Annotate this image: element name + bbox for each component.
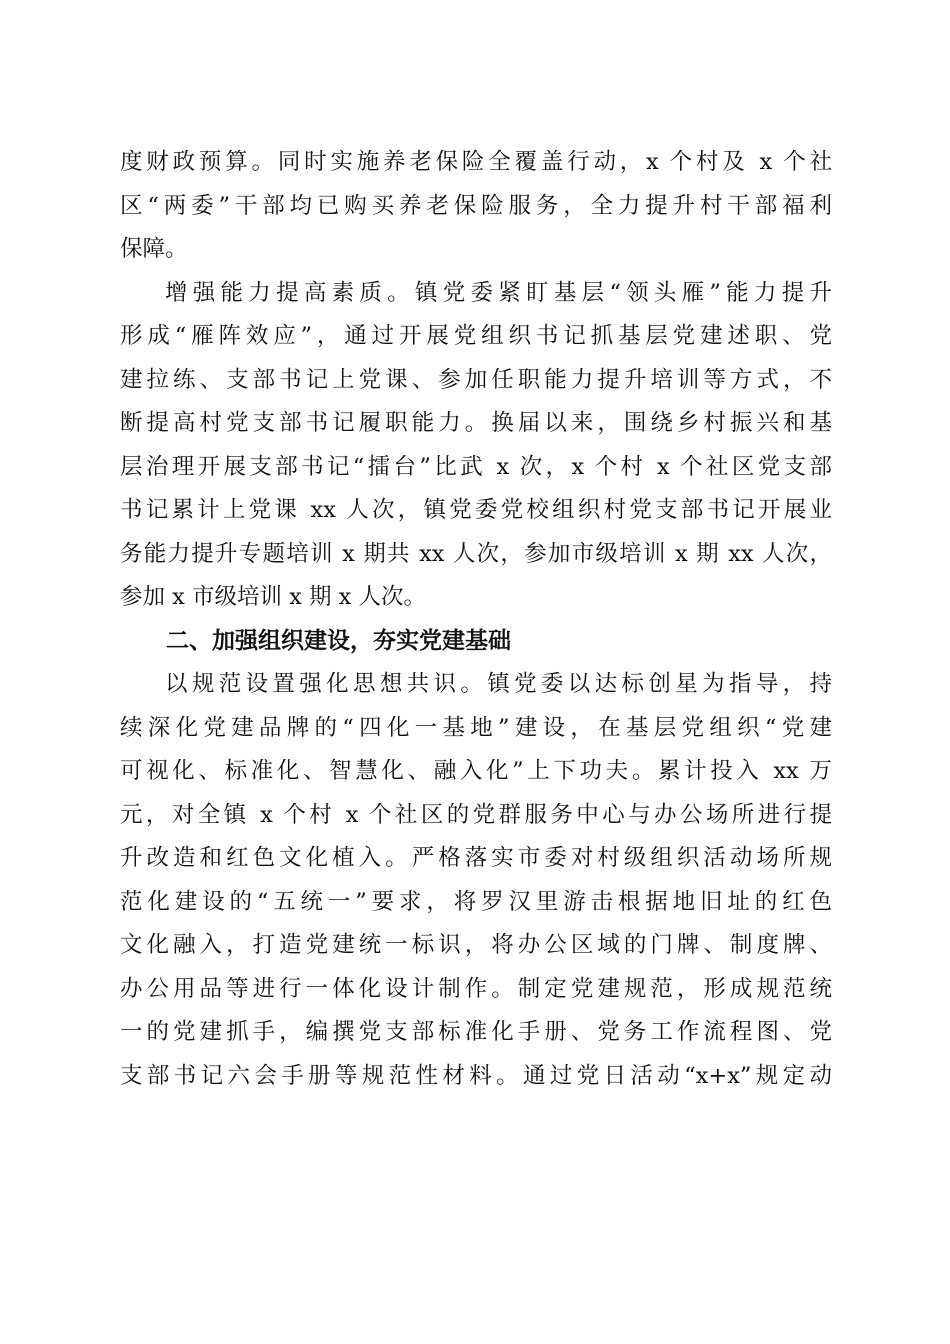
paragraph-line: 范化建设的“五统一”要求，将罗汉里游击根据地旧址的红色 xyxy=(120,888,832,915)
section-heading: 二、加强组织建设，夯实党建基础 xyxy=(166,627,511,654)
paragraph-line: 建拉练、支部书记上党课、参加任职能力提升培训等方式，不 xyxy=(120,366,832,393)
paragraph-line: 参加 x 市级培训 x 期 x 人次。 xyxy=(120,584,426,610)
paragraph-line: 保障。 xyxy=(120,236,188,262)
document-body xyxy=(120,141,832,1098)
paragraph-line: 支部书记六会手册等规范性材料。通过党日活动“x+x”规定动 xyxy=(120,1062,832,1089)
paragraph-line: 层治理开展支部书记“擂台”比武 x 次，x 个村 x 个社区党支部 xyxy=(120,453,832,480)
paragraph-line: 度财政预算。同时实施养老保险全覆盖行动，x 个村及 x 个社 xyxy=(120,149,832,175)
paragraph-line: 务能力提升专题培训 x 期共 xx 人次，参加市级培训 x 期 xx 人次， xyxy=(120,540,832,567)
paragraph-line: 区“两委”干部均已购买养老保险服务，全力提升村干部福利 xyxy=(120,192,832,219)
paragraph-line: 断提高村党支部书记履职能力。换届以来，围绕乡村振兴和基 xyxy=(120,410,832,436)
paragraph-line: 元，对全镇 x 个村 x 个社区的党群服务中心与办公场所进行提 xyxy=(120,801,832,828)
paragraph-line: 续深化党建品牌的“四化一基地”建设，在基层党组织“党建 xyxy=(120,714,832,741)
paragraph-line: 文化融入，打造党建统一标识，将办公区域的门牌、制度牌、 xyxy=(120,932,832,958)
paragraph-line: 可视化、标准化、智慧化、融入化”上下功夫。累计投入 xx 万 xyxy=(120,758,832,784)
paragraph-line: 办公用品等进行一体化设计制作。制定党建规范，形成规范统 xyxy=(120,975,832,1002)
paragraph-line: 书记累计上党课 xx 人次，镇党委党校组织村党支部书记开展业 xyxy=(120,497,832,523)
paragraph-line: 以规范设置强化思想共识。镇党委以达标创星为指导，持 xyxy=(165,671,832,697)
paragraph-line: 增强能力提高素质。镇党委紧盯基层“领头雁”能力提升 xyxy=(165,279,832,306)
paragraph-line: 形成“雁阵效应”，通过开展党组织书记抓基层党建述职、党 xyxy=(120,323,832,349)
paragraph-line: 升改造和红色文化植入。严格落实市委对村级组织活动场所规 xyxy=(120,845,832,871)
paragraph-line: 一的党建抓手，编撰党支部标准化手册、党务工作流程图、党 xyxy=(120,1019,832,1045)
